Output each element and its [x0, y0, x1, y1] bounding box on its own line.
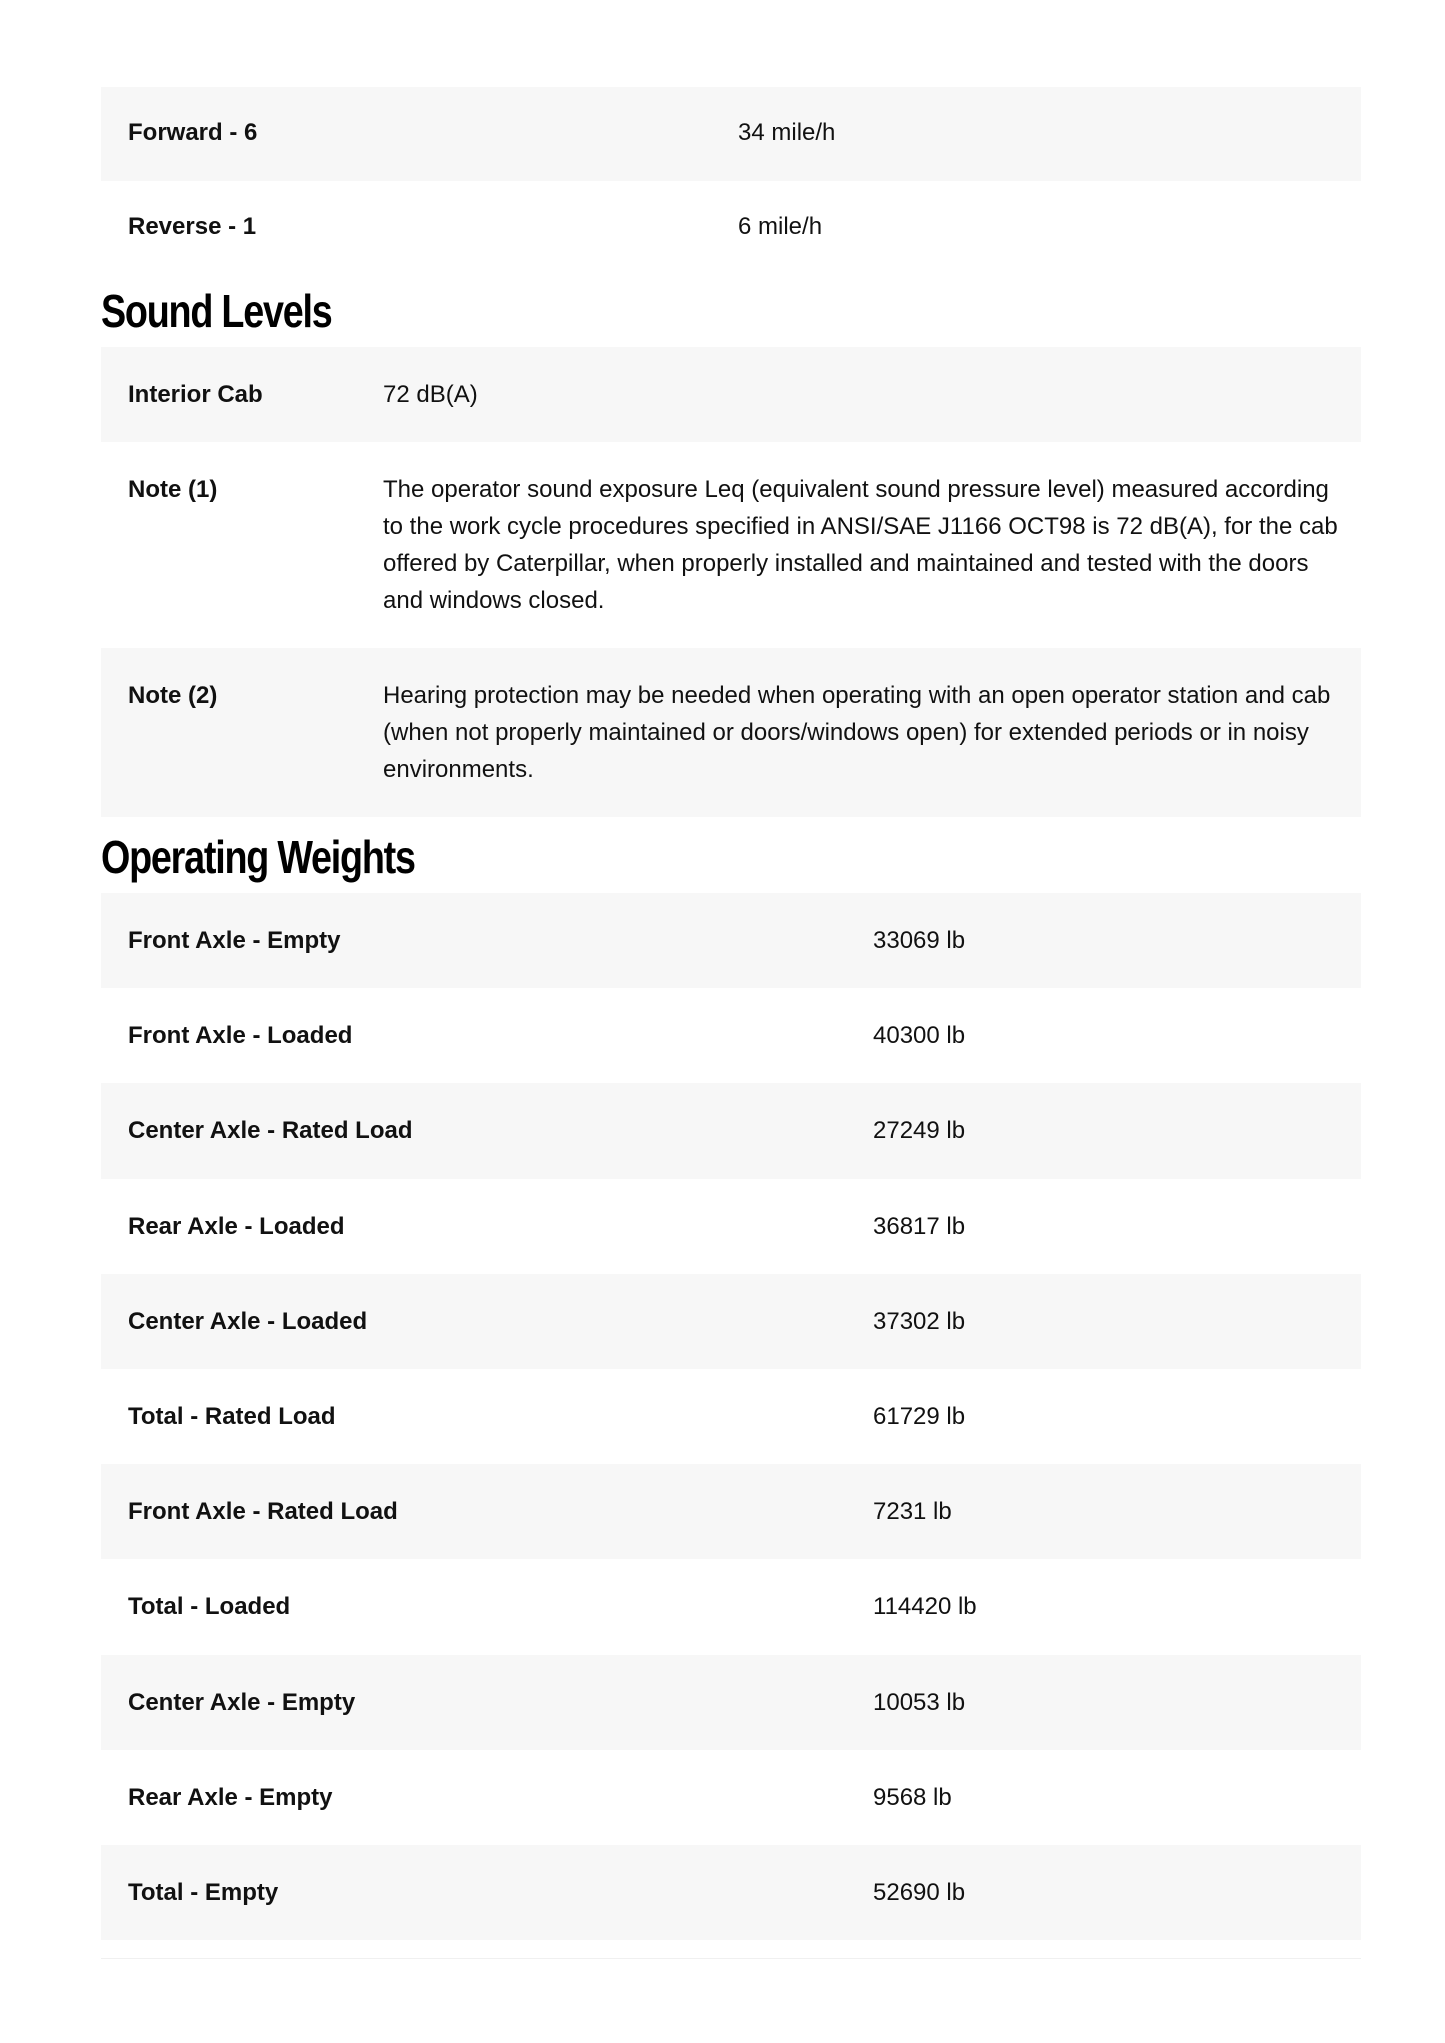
spec-value: 37302 lb [873, 1274, 1361, 1369]
spec-value: 9568 lb [873, 1783, 952, 1811]
table-row [101, 1274, 1361, 1369]
spec-label: Rear Axle - Loaded [128, 1212, 345, 1240]
travel-speed-table [101, 87, 1361, 275]
table-row [101, 1845, 1361, 1940]
table-row [101, 1655, 1361, 1750]
spec-label: Front Axle - Empty [101, 893, 873, 988]
spec-value: 114420 lb [873, 1593, 977, 1621]
table-row [101, 1559, 1361, 1654]
table-row [101, 87, 1361, 181]
table-row [101, 442, 1361, 648]
table-row [101, 1750, 1361, 1845]
spec-content [101, 87, 1361, 1959]
spec-label: Note (2) [101, 648, 383, 817]
spec-label: Rear Axle - Empty [128, 1783, 333, 1811]
spec-value: Hearing protection may be needed when operating with an open operator station and cab (when not properly maintained or doors/windows open) for extended periods or in noisy environments. [383, 648, 1361, 817]
table-row [101, 1083, 1361, 1178]
spec-value: 33069 lb [873, 893, 1361, 988]
spec-label: Center Axle - Loaded [101, 1274, 873, 1369]
table-row [101, 648, 1361, 817]
spec-value: 72 dB(A) [383, 347, 1361, 442]
spec-value: 10053 lb [873, 1655, 1361, 1750]
spec-value: 61729 lb [873, 1403, 966, 1431]
spec-label: Forward - 6 [101, 87, 738, 181]
spec-label: Reverse - 1 [128, 213, 257, 240]
table-row [101, 1179, 1361, 1274]
section-heading-operating-weights: Operating Weights [101, 831, 415, 883]
spec-value: 27249 lb [873, 1083, 1361, 1178]
spec-label: Center Axle - Empty [101, 1655, 873, 1750]
table-row [101, 893, 1361, 988]
spec-label: Front Axle - Rated Load [101, 1464, 873, 1559]
table-row [101, 988, 1361, 1083]
spec-label: Total - Rated Load [128, 1403, 336, 1431]
table-bottom-divider [101, 1958, 1361, 1959]
spec-label: Interior Cab [101, 347, 383, 442]
spec-value: 7231 lb [873, 1464, 1361, 1559]
section-heading-sound-levels: Sound Levels [101, 285, 332, 337]
spec-value: 52690 lb [873, 1845, 1361, 1940]
spec-value: The operator sound exposure Leq (equivalent sound pressure level) measured according to the work cycle procedures specified in ANSI/SAE J1166 OCT98 is 72 dB(A), for the cab offered by Caterpillar, when properly installed and maintained and tested with the doors and windows closed. [383, 476, 1338, 614]
table-row [101, 347, 1361, 442]
spec-label: Total - Empty [101, 1845, 873, 1940]
spec-value: 6 mile/h [738, 213, 823, 240]
spec-label: Front Axle - Loaded [128, 1022, 353, 1050]
operating-weights-table [101, 893, 1361, 1940]
spec-label: Note (1) [128, 476, 218, 503]
spec-value: 34 mile/h [738, 87, 1361, 181]
table-row [101, 1369, 1361, 1464]
spec-value: 40300 lb [873, 1022, 966, 1050]
spec-label: Center Axle - Rated Load [101, 1083, 873, 1178]
spec-label: Total - Loaded [128, 1593, 291, 1621]
table-row [101, 181, 1361, 275]
spec-value: 36817 lb [873, 1212, 966, 1240]
table-row [101, 1464, 1361, 1559]
sound-levels-table [101, 347, 1361, 817]
